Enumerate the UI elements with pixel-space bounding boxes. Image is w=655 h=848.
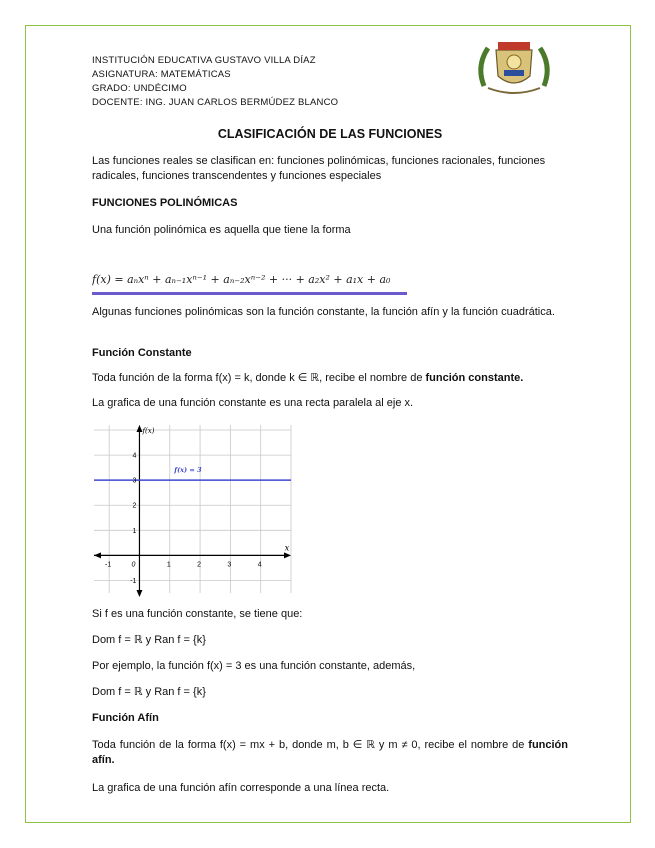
constant-function-chart: [90, 419, 295, 599]
intro-paragraph: Las funciones reales se clasifican en: funciones polinómicas, funciones racionales, funciones radicales, funciones transcendentes y funciones especiales: [92, 155, 546, 182]
dom-ran-line-2: Dom f = ℝ y Ran f = {k}: [92, 686, 206, 698]
polinomica-definition: Una función polinómica es aquella que tiene la forma: [92, 224, 351, 236]
x-tick-label: 3: [227, 561, 232, 569]
page-title: CLASIFICACIÓN DE LAS FUNCIONES: [217, 127, 443, 141]
x-tick-label: 2: [197, 561, 202, 569]
x-axis-label: x: [284, 543, 290, 553]
heading-funcion-afin: Función Afín: [92, 712, 159, 724]
y-axis-label: f(x): [142, 427, 155, 435]
x-axis-arrow: [284, 552, 291, 558]
y-tick-label: 2: [132, 502, 137, 510]
algunas-paragraph: Algunas funciones polinómicas son la función constante, la función afín y la función cuadrática.: [92, 306, 555, 318]
afin-grafica-text: La grafica de una función afín corresponde a una línea recta.: [92, 782, 390, 794]
header-institution: INSTITUCIÓN EDUCATIVA GUSTAVO VILLA DÍAZ: [92, 55, 316, 66]
school-crest-logo: [474, 36, 554, 98]
x-axis-arrow-left: [94, 552, 101, 558]
afin-definition-text: Toda función de la forma f(x) = mx + b, donde m, b ∈ ℝ y m ≠ 0, recibe el nombre de: [92, 739, 529, 751]
section-heading-polinomicas: FUNCIONES POLINÓMICAS: [92, 197, 238, 209]
header-subject: ASIGNATURA: MATEMÁTICAS: [92, 69, 231, 80]
heading-funcion-constante: Función Constante: [92, 347, 192, 359]
series-annotation: f(x) = 3: [174, 466, 202, 475]
afin-definition-term: función afín.: [92, 739, 568, 766]
dom-ran-line-1: Dom f = ℝ y Ran f = {k}: [92, 634, 206, 646]
constante-grafica-text: La grafica de una función constante es una recta paralela al eje x.: [92, 397, 414, 409]
y-tick-label: 4: [132, 452, 137, 460]
y-tick-label: 1: [132, 527, 137, 535]
document-page: [25, 25, 631, 823]
ejemplo-text: Por ejemplo, la función f(x) = 3 es una función constante, además,: [92, 660, 416, 672]
y-tick-label: -1: [130, 577, 137, 585]
x-tick-label: 1: [166, 561, 171, 569]
polynomial-formula: f(x) = aₙxⁿ + aₙ₋₁xⁿ⁻¹ + aₙ₋₂xⁿ⁻² + ··· + a₂x² + a₁x + a₀: [92, 270, 407, 295]
si-constante-text: Si f es una función constante, se tiene que:: [92, 608, 303, 620]
constante-definition-term: función constante.: [425, 372, 524, 384]
x-tick-label: -1: [105, 561, 112, 569]
y-tick-label: 3: [132, 477, 137, 485]
constante-definition: [92, 371, 568, 386]
x-tick-label: 0: [131, 561, 136, 569]
y-axis-arrow-down: [136, 590, 142, 597]
constante-definition-text: Toda función de la forma f(x) = k, donde k ∈ ℝ, recibe el nombre de: [92, 372, 426, 384]
header-grade: GRADO: UNDÉCIMO: [92, 83, 187, 94]
header-block: [92, 54, 338, 110]
afin-definition: [92, 738, 568, 768]
x-tick-label: 4: [257, 561, 262, 569]
header-teacher: DOCENTE: ING. JUAN CARLOS BERMÚDEZ BLANCO: [92, 97, 339, 108]
